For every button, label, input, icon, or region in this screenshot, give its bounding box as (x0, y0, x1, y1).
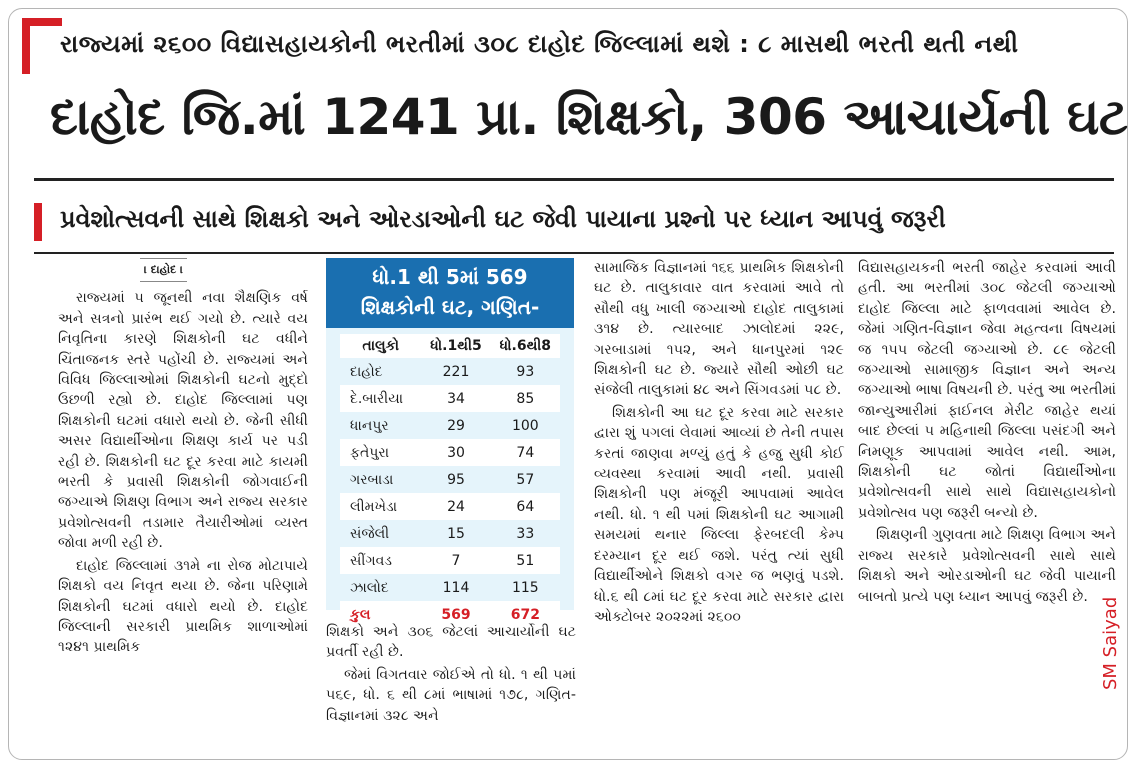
table-title-line-2: શિક્ષકોની ઘટ, ગણિત- (360, 295, 540, 319)
corner-accent-horizontal (22, 18, 62, 26)
corner-accent-vertical (22, 18, 30, 74)
std-1-5-count: 24 (421, 493, 490, 520)
std-1-5-count: 30 (421, 439, 490, 466)
taluka-name: ઝાલોદ (350, 579, 389, 596)
article-column-3 (594, 258, 844, 629)
paragraph: દાહોદ જિલ્લામાં ૩૧મે ના રોજ મોટાપાયે શિક્ષકો વય નિવૃત થયા છે. જેના પરિણામે શિક્ષકોની ઘટમાં વધારો થયો છે. દાહોદ જિલ્લાની સરકારી પ્રાથમિક શાળાઓમાં ૧૨૪૧ પ્રાથમિક (58, 557, 308, 656)
taluka-name: દાહોદ (350, 363, 383, 380)
std-1-5-count: 7 (421, 547, 490, 574)
total-label: કુલ (340, 601, 421, 628)
main-headline: દાહોદ જિ.માં 1241 પ્રા. શિક્ષકો, 306 આચાર્યની ઘટ (50, 88, 1128, 146)
std-6-8-count: 100 (511, 417, 539, 434)
taluka-name: દે.બારીયા (340, 385, 421, 412)
table-row (340, 385, 560, 412)
table-row (340, 412, 560, 439)
table-title-line-1: ધો.1 થી 5માં 569 (372, 265, 528, 289)
std-1-5-count: 34 (421, 385, 490, 412)
std-6-8-count: 85 (491, 385, 560, 412)
paragraph: શિક્ષકોની આ ઘટ દૂર કરવા માટે સરકાર દ્વારા શું પગલાં લેવામાં આવ્યાં છે તેની તપાસ કરતાં જાણવા મળ્યું હતું કે હજુ સુધી કોઈ વ્યવસ્થા કરવામાં આવી નથી. પ્રવાસી શિક્ષકોની પણ મંજૂરી આપવામાં આવેલ નથી. ધો. ૧ થી ૫માં શિક્ષકોની ઘટ આગામી સમયમાં થનાર જિલ્લા ફેરબદલી કેમ્પ દરમ્યાન દૂર થઈ જશે. પરંતુ ત્યાં સુધી વિદ્યાર્થીઓને શિક્ષકો વગર જ ભણવું પડશે. ધો.૬ થી ૮માં ઘટ દૂર કરવા માટે સરકાર દ્વારા ઓક્ટોબર ૨૦૨૨માં ૨૬૦૦ (594, 404, 844, 625)
table-header-row (340, 334, 560, 358)
std-6-8-count: 57 (516, 471, 535, 488)
taluka-shortage-table (340, 334, 560, 628)
paragraph: સામાજિક વિજ્ઞાનમાં ૧૬૬ પ્રાથમિક શિક્ષકોની ઘટ છે. તાલુકાવાર વાત કરવામાં આવે તો સૌથી વધુ ખાલી જગ્યાઓ દાહોદ તાલુકામાં ૩૧૪ છે. ત્યારબાદ ઝાલોદમાં ૨૨૯, ગરબાડામાં ૧૫૨, અને ધાનપુરમાં ૧૨૯ શિક્ષકોની ઘટ છે. જ્યારે સૌથી ઓછી ઘટ સંજેલી તાલુકામાં ૪૮ અને સિંગવડમાં ૫૮ છે. (594, 260, 844, 399)
shortage-table-box (326, 258, 574, 623)
std-1-5-count: 221 (442, 363, 470, 380)
paragraph: રાજ્યમાં ૫ જૂનથી નવા શૈક્ષણિક વર્ષ અને સત્રનો પ્રારંભ થઈ ગયો છે. ત્યારે વય નિવૃતિના કારણે શિક્ષકોની ઘટ વધીને ચિંતાજનક સ્તરે પહોંચી છે. રાજ્યમાં અને વિવિધ જિલ્લાઓમાં શિક્ષકોની ઘટનો મુદ્દો ઉછળી રહ્યો છે. દાહોદ જિલ્લામાં પણ શિક્ષકોની ઘટમાં વધારો થયો છે. જેની સીધી અસર વિદ્યાર્થીઓના શિક્ષણ કાર્ય પર પડી રહી છે. શિક્ષકોની ઘટ દૂર કરવા માટે કાયમી ભરતી કે પ્રવાસી શિક્ષકોની જોગવાઈની જગ્યાએ શિક્ષણ વિભાગ અને રાજ્ય સરકાર પ્રવેશોત્સવની તડામાર તૈયારીઓમાં વ્યસ્ત જોવા મળી રહી છે. (58, 290, 308, 552)
header-taluka: તાલુકો (340, 334, 421, 358)
taluka-name: સીંગવડ (340, 547, 421, 574)
article-column-2 (326, 622, 576, 728)
taluka-name: ફતેપુરા (340, 439, 421, 466)
std-6-8-count: 74 (491, 439, 560, 466)
total-std-6-8: 672 (491, 601, 560, 628)
kicker-headline: રાજ્યમાં ૨૬૦૦ વિદ્યાસહાયકોની ભરતીમાં ૩૦૮ દાહોદ જિલ્લામાં થશે : ૮ માસથી ભરતી થતી નથી (60, 30, 1019, 58)
table-row (340, 520, 560, 547)
taluka-name: સંજેલી (350, 525, 390, 542)
article-column-4 (858, 258, 1116, 609)
subheadline: પ્રવેશોત્સવની સાથે શિક્ષકો અને ઓરડાઓની ઘટ જેવી પાયાના પ્રશ્નો પર ધ્યાન આપવું જરૂરી (60, 205, 946, 233)
subheadline-divider (34, 252, 1114, 254)
std-6-8-count: 33 (516, 525, 535, 542)
table-row (340, 493, 560, 520)
std-1-5-count: 29 (447, 417, 465, 434)
table-row (340, 574, 560, 601)
table-title (326, 258, 574, 328)
photographer-signature: SM Saiyad (1100, 596, 1121, 690)
subheadline-accent (34, 203, 42, 241)
std-1-5-count: 114 (442, 579, 470, 596)
paragraph: જેમાં વિગતવાર જોઈએ તો ધો. ૧ થી ૫માં ૫૬૯, ધો. ૬ થી ૮માં ભાષામાં ૧૭૮, ગણિત-વિજ્ઞાનમાં ૩૨૮ અને (326, 666, 576, 724)
paragraph: વિદ્યાસહાયકની ભરતી જાહેર કરવામાં આવી હતી. આ ભરતીમાં ૩૦૮ જેટલી જગ્યાઓ દાહોદ જિલ્લા માટે ફાળવવામાં આવેલ છે. જેમાં ગણિત-વિજ્ઞાન જેવા મહત્વના વિષયમાં જ ૧૫૫ જેટલી જગ્યાઓ છે. ૮૯ જેટલી જગ્યાઓ સામાજીક વિજ્ઞાન અને અન્ય જગ્યાઓ ભાષા વિષયની છે. પરંતુ આ ભરતીમાં જાન્યુઆરીમાં ફાઈનલ મેરીટ જાહેર થયાં બાદ છેલ્લાં ૫ મહિનાથી જિલ્લા પસંદગી અને નિમણૂક આપવામાં આવેલ નથી. આમ, શિક્ષકોની ઘટ જોતાં વિદ્યાર્થીઓના પ્રવેશોત્સવની સાથે સાથે વિદ્યાસહાયકોનો પ્રવેશોત્સવ પણ જરૂરી બન્યો છે. (858, 260, 1116, 521)
taluka-name: લીમખેડા (340, 493, 421, 520)
article-column-1 (58, 258, 308, 660)
table-row (340, 439, 560, 466)
paragraph: શિક્ષણની ગુણવતા માટે શિક્ષણ વિભાગ અને રાજ્ય સરકારે પ્રવેશોત્સવની સાથે સાથે શિક્ષકો અને ઓરડાઓની ઘટ જેવી પાયાની બાબતો પ્રત્યે પણ ધ્યાન આપવું જરૂરી છે. (858, 527, 1116, 605)
dateline: । દાહોદ । (140, 258, 187, 282)
taluka-name: ગરબાડા (350, 471, 394, 488)
headline-divider (34, 178, 1114, 181)
std-1-5-count: 15 (447, 525, 465, 542)
std-6-8-count: 51 (491, 547, 560, 574)
paragraph: શિક્ષકો અને ૩૦૬ જેટલાં આચાર્યોની ઘટ પ્રવર્તી રહી છે. (326, 624, 576, 661)
std-6-8-count: 115 (511, 579, 539, 596)
table-row (340, 547, 560, 574)
std-6-8-count: 64 (491, 493, 560, 520)
total-std-1-5: 569 (421, 601, 490, 628)
std-6-8-count: 93 (516, 363, 535, 380)
taluka-name: ધાનપુર (350, 417, 389, 434)
table-row (340, 358, 560, 385)
table-row (340, 466, 560, 493)
header-std-6-8: ધો.6થી8 (491, 334, 560, 358)
header-std-1-5: ધો.1થી5 (421, 334, 490, 358)
std-1-5-count: 95 (447, 471, 465, 488)
